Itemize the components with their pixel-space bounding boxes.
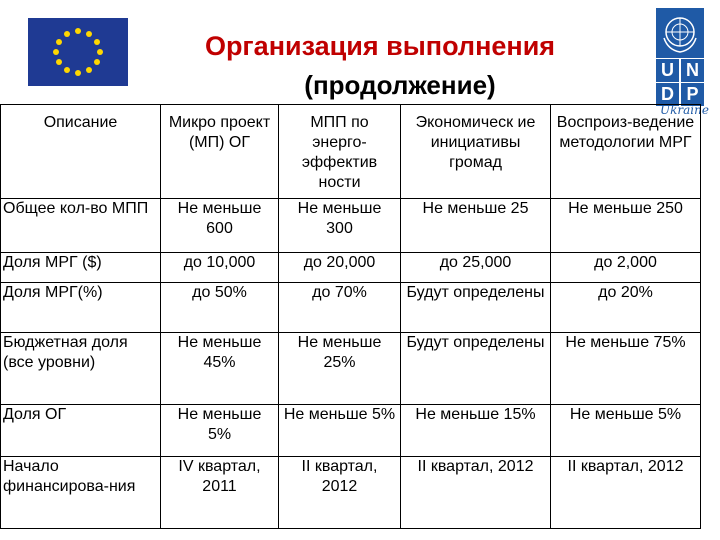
column-header: Описание xyxy=(1,105,161,199)
table-cell: Не меньше 45% xyxy=(161,333,279,405)
table-cell: Не меньше 250 xyxy=(551,199,701,253)
page-title: Организация выполнения xyxy=(204,31,556,61)
table-cell: до 70% xyxy=(279,283,401,333)
table-cell: Доля МРГ ($) xyxy=(1,253,161,283)
column-header: Воспроиз-ведение методологии МРГ xyxy=(551,105,701,199)
table-row xyxy=(1,199,701,253)
table-cell: до 50% xyxy=(161,283,279,333)
undp-letter-n: N xyxy=(681,59,704,82)
table-cell: Не меньше 5% xyxy=(279,405,401,457)
data-table xyxy=(0,104,701,529)
table-cell: Не меньше 15% xyxy=(401,405,551,457)
table-cell: Не меньше 600 xyxy=(161,199,279,253)
table-header-row xyxy=(1,105,701,199)
table-row xyxy=(1,253,701,283)
table-cell: II квартал, 2012 xyxy=(401,457,551,529)
table-row xyxy=(1,457,701,529)
table-row xyxy=(1,333,701,405)
table-cell: Не меньше 300 xyxy=(279,199,401,253)
table-cell: до 10,000 xyxy=(161,253,279,283)
table-cell: Не меньше 5% xyxy=(161,405,279,457)
table-cell: Не меньше 75% xyxy=(551,333,701,405)
page-subtitle: (продолжение) xyxy=(304,70,496,100)
table-cell: Не меньше 5% xyxy=(551,405,701,457)
column-header: Экономическ ие инициативы громад xyxy=(401,105,551,199)
table-cell: до 25,000 xyxy=(401,253,551,283)
table-cell: до 20,000 xyxy=(279,253,401,283)
table-cell: IV квартал, 2011 xyxy=(161,457,279,529)
table-cell: Будут определены xyxy=(401,283,551,333)
table-cell: до 2,000 xyxy=(551,253,701,283)
table-cell: Общее кол-во МПП xyxy=(1,199,161,253)
undp-letter-u: U xyxy=(656,59,679,82)
table-row xyxy=(1,405,701,457)
eu-flag-icon xyxy=(28,18,128,86)
table-cell: II квартал, 2012 xyxy=(551,457,701,529)
table-cell: до 20% xyxy=(551,283,701,333)
un-emblem-icon xyxy=(656,8,704,58)
table-cell: Не меньше 25 xyxy=(401,199,551,253)
undp-letter-p: P xyxy=(681,83,704,106)
column-header: Микро проект (МП) ОГ xyxy=(161,105,279,199)
table-cell: Бюджетная доля (все уровни) xyxy=(1,333,161,405)
table-cell: Доля МРГ(%) xyxy=(1,283,161,333)
column-header: МПП по энерго-эффектив ности xyxy=(279,105,401,199)
table-row xyxy=(1,283,701,333)
undp-logo xyxy=(656,8,709,117)
table-cell: Доля ОГ xyxy=(1,405,161,457)
table-cell: Начало финансирова-ния xyxy=(1,457,161,529)
table-cell: Будут определены xyxy=(401,333,551,405)
undp-country-label: Ukraine xyxy=(660,103,709,117)
table-cell: II квартал, 2012 xyxy=(279,457,401,529)
table-cell: Не меньше 25% xyxy=(279,333,401,405)
undp-letter-d: D xyxy=(656,83,679,106)
